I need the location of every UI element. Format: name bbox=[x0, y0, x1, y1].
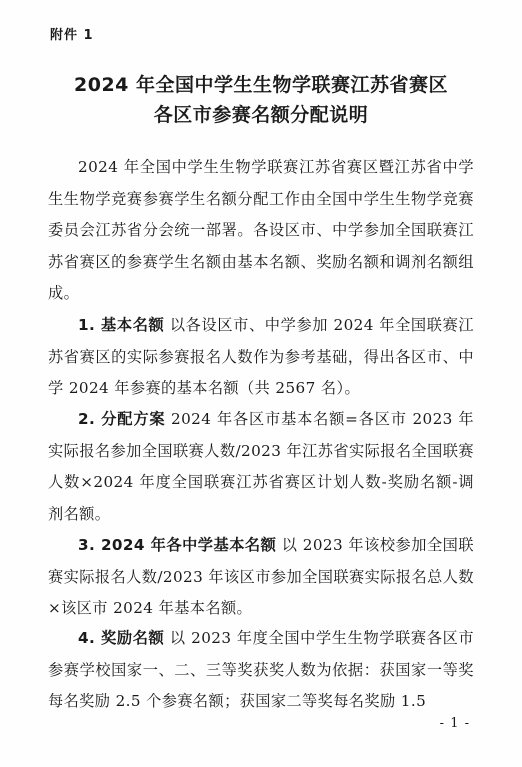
section-basic-quota bbox=[48, 310, 474, 405]
section-reward-quota bbox=[48, 623, 474, 718]
section-text: 以 2023 年该校参加全国联赛实际报名人数/2023 年该区市参加全国联赛实际报名总人数×该区市 2024 年基本名额。 bbox=[48, 536, 474, 618]
section-allocation-plan bbox=[48, 404, 474, 530]
section-heading: 2. 分配方案 bbox=[78, 410, 166, 428]
attachment-label: 附件 1 bbox=[50, 28, 94, 43]
intro-paragraph bbox=[48, 152, 474, 310]
section-text: 2024 年各区市基本名额=各区市 2023 年实际报名参加全国联赛人数/2023 年江苏省实际报名全国联赛人数×2024 年度全国联赛江苏省赛区计划人数-奖励名额-调剂名额。 bbox=[48, 410, 474, 523]
section-paragraph bbox=[48, 530, 474, 625]
section-heading: 4. 奖励名额 bbox=[78, 629, 165, 647]
document-title-line-2: 各区市参赛名额分配说明 bbox=[153, 104, 369, 126]
intro-text: 2024 年全国中学生生物学联赛江苏省赛区暨江苏省中学生生物学竞赛参赛学生名额分配工作由全国中学生生物学竞赛委员会江苏省分会统一部署。各设区市、中学参加全国联赛江苏省赛区的参赛学生名额由基本名额、奖励名额和调剂名额组成。 bbox=[48, 158, 474, 303]
section-paragraph bbox=[48, 310, 474, 405]
section-paragraph bbox=[48, 404, 474, 530]
section-text: 以各设区市、中学参加 2024 年全国联赛江苏省赛区的实际参赛报名人数作为参考基础，得出各区市、中学 2024 年参赛的基本名额（共 2567 名）。 bbox=[48, 316, 474, 398]
section-heading: 3. 2024 年各中学基本名额 bbox=[78, 536, 277, 554]
section-heading: 1. 基本名额 bbox=[78, 316, 165, 334]
document-title-line-1: 2024 年全国中学生生物学联赛江苏省赛区 bbox=[74, 74, 448, 96]
page-number: - 1 - bbox=[439, 716, 470, 731]
section-text: 以 2023 年度全国中学生生物学联赛各区市参赛学校国家一、二、三等奖获奖人数为依据：获国家一等奖每名奖励 2.5 个参赛名额；获国家二等奖每名奖励 1.5 bbox=[48, 629, 474, 711]
section-paragraph bbox=[48, 623, 474, 718]
section-school-quota bbox=[48, 530, 474, 625]
